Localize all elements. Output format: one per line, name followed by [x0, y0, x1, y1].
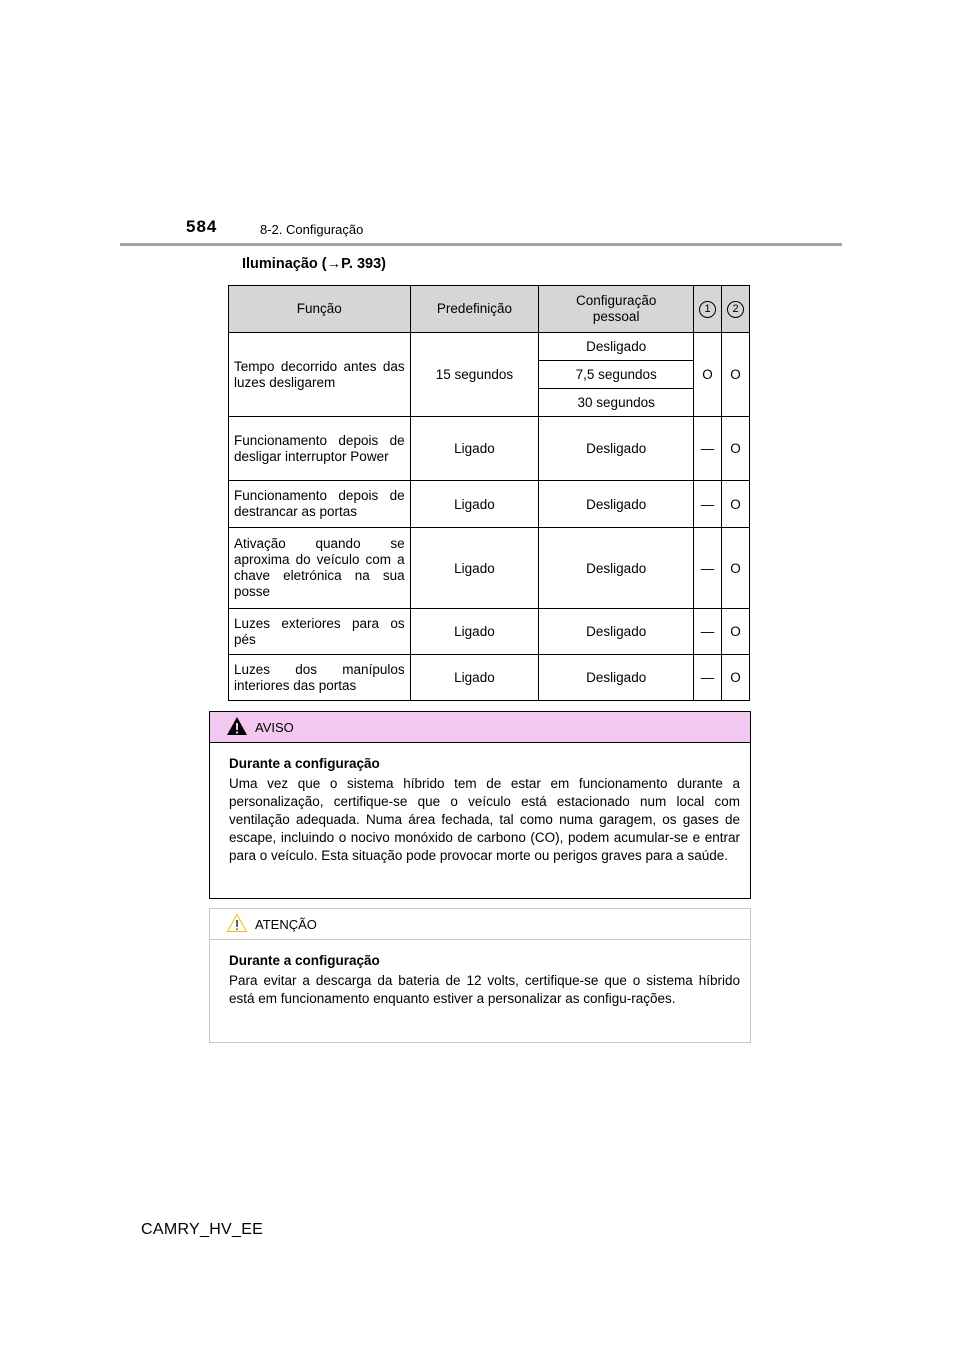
warning-icon	[226, 716, 248, 736]
warning-header	[210, 712, 750, 743]
function-cell: Funcionamento depois de desligar interruptor Power	[229, 417, 411, 481]
col1-cell: —	[694, 609, 722, 655]
table-row	[229, 528, 750, 609]
circled-number-1: 1	[699, 301, 716, 318]
column-header-personal: Configuração pessoal	[539, 286, 694, 333]
option-cell: Desligado	[539, 655, 694, 701]
circled-number-2: 2	[727, 301, 744, 318]
col2-cell: O	[722, 655, 750, 701]
table-row	[229, 333, 750, 361]
col2-cell: O	[722, 481, 750, 528]
option-cell: Desligado	[539, 417, 694, 481]
page-heading: Iluminação (→P. 393)	[242, 256, 386, 272]
column-header-2	[722, 286, 750, 333]
option-cell: 30 segundos	[539, 389, 694, 417]
caution-text: Para evitar a descarga da bateria de 12 volts, certifique-se que o sistema híbrido está em funcionamento enquanto estiver a personalizar as configu-rações.	[229, 973, 740, 1006]
default-cell: Ligado	[410, 417, 539, 481]
option-cell: Desligado	[539, 609, 694, 655]
caution-body	[210, 940, 750, 1022]
function-cell: Funcionamento depois de destrancar as portas	[229, 481, 411, 528]
option-cell: 7,5 segundos	[539, 361, 694, 389]
table-header-row	[229, 286, 750, 333]
option-cell: Desligado	[539, 528, 694, 609]
warning-box	[209, 711, 751, 899]
col2-cell: O	[722, 417, 750, 481]
function-cell: Luzes dos manípulos interiores das portas	[229, 655, 411, 701]
default-cell: Ligado	[410, 609, 539, 655]
column-header-default: Predefinição	[410, 286, 539, 333]
caution-subtitle: Durante a configuração	[229, 953, 380, 968]
col1-cell: —	[694, 655, 722, 701]
default-cell: Ligado	[410, 481, 539, 528]
caution-box	[209, 908, 751, 1043]
col2-cell: O	[722, 333, 750, 417]
table-row	[229, 655, 750, 701]
col1-cell: —	[694, 481, 722, 528]
caution-icon	[226, 913, 248, 933]
function-cell: Ativação quando se aproxima do veículo com a chave eletrónica na sua posse	[229, 528, 411, 609]
col2-cell: O	[722, 609, 750, 655]
page-number: 584	[186, 217, 218, 236]
warning-body	[210, 743, 750, 879]
col1-cell: —	[694, 528, 722, 609]
footer-code: CAMRY_HV_EE	[141, 1221, 264, 1238]
option-cell: Desligado	[539, 481, 694, 528]
col1-cell: —	[694, 417, 722, 481]
function-cell: Luzes exteriores para os pés	[229, 609, 411, 655]
default-cell: Ligado	[410, 528, 539, 609]
table-row	[229, 417, 750, 481]
column-header-1	[694, 286, 722, 333]
header-divider	[120, 243, 842, 246]
option-cell: Desligado	[539, 333, 694, 361]
warning-title: AVISO	[255, 720, 294, 735]
col2-cell: O	[722, 528, 750, 609]
table-row	[229, 609, 750, 655]
caution-header	[210, 909, 750, 940]
warning-subtitle: Durante a configuração	[229, 756, 380, 771]
table-row	[229, 481, 750, 528]
settings-table	[228, 285, 750, 701]
col1-cell: O	[694, 333, 722, 417]
column-header-function: Função	[229, 286, 411, 333]
section-title: 8-2. Configuração	[260, 222, 364, 237]
default-cell: Ligado	[410, 655, 539, 701]
function-cell: Tempo decorrido antes das luzes desligarem	[229, 333, 411, 417]
default-cell: 15 segundos	[410, 333, 539, 417]
warning-text: Uma vez que o sistema híbrido tem de estar em funcionamento durante a personalização, certifique-se que o veículo está estacionado num local com ventilação adequada. Numa área fechada, tal como numa garagem, os gases de escape, incluindo o nocivo monóxido de carbono (CO), podem acumular-se e entrar para o veículo. Esta situação pode provocar morte ou perigos graves para a saúde.	[229, 776, 740, 863]
caution-title: ATENÇÃO	[255, 917, 317, 932]
